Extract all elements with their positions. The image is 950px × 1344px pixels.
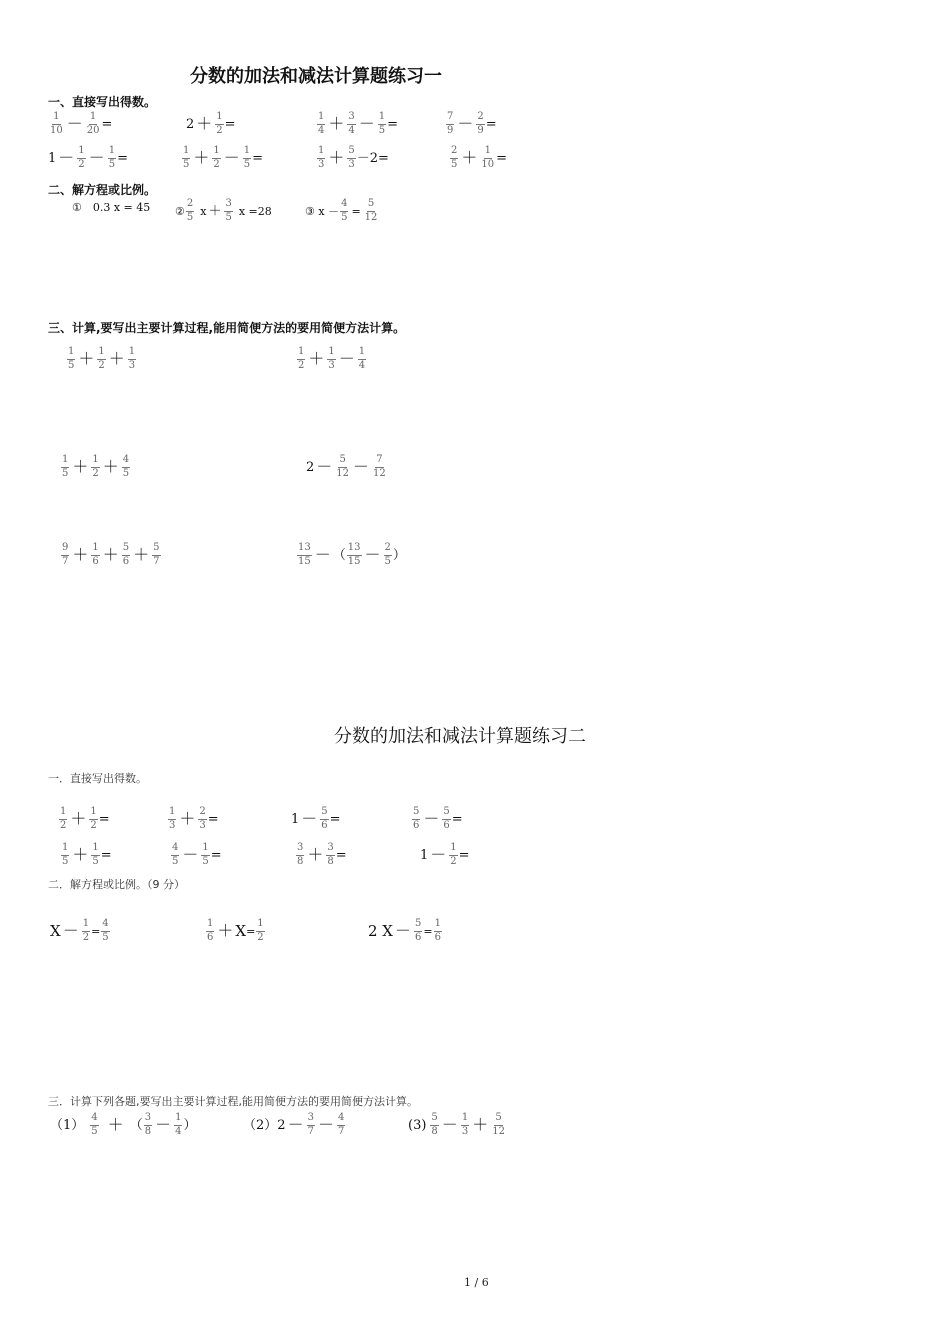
calc-2-2 (243, 1112, 346, 1138)
number: 2 (306, 459, 315, 475)
section-3-heading: 三、计算,要写出主要计算过程,能用简便方法的要用简便方法计算。 (48, 321, 406, 335)
calc-5 (60, 542, 162, 568)
problem-1-1 (48, 111, 112, 137)
fraction: $\frac{1}{6}$ (207, 918, 214, 943)
minus-sign: － (182, 845, 199, 864)
section-1-heading: 一、直接写出得数。 (48, 95, 157, 109)
item-number: （2） (243, 1117, 278, 1133)
fraction: $\frac{13}{15}$ (347, 542, 361, 567)
number: 1 (420, 847, 429, 863)
variable-x: X (235, 921, 247, 940)
calc-4 (306, 454, 388, 480)
equals-sign: = (451, 811, 463, 827)
calc-2 (296, 346, 367, 372)
equation-2-3 (368, 918, 443, 944)
fraction: $\frac{2}{3}$ (199, 806, 206, 831)
equals-sign: = (210, 847, 222, 863)
minus-sign: － (364, 545, 381, 564)
equation-1 (72, 202, 150, 213)
fraction: $\frac{4}{5}$ (102, 918, 109, 943)
fraction: $\frac{1}{3}$ (169, 806, 176, 831)
minus-sign: － (66, 114, 83, 133)
fraction: $\frac{1}{20}$ (86, 111, 100, 136)
fraction: $\frac{5}{6}$ (413, 806, 420, 831)
fraction: $\frac{7}{9}$ (447, 111, 454, 136)
minus-sign: － (423, 809, 440, 828)
fraction: $\frac{3}{5}$ (225, 198, 232, 223)
problem-1-4 (445, 111, 497, 137)
fraction: $\frac{1}{4}$ (358, 346, 366, 371)
problem-1-6 (181, 145, 263, 171)
plus-sign: ＋ (217, 921, 234, 940)
problem-2-8 (420, 842, 470, 868)
minus-sign: － (338, 349, 355, 368)
fraction: $\frac{2}{9}$ (477, 111, 484, 136)
equation-text: ① 0.3 x = 45 (72, 201, 151, 214)
fraction: $\frac{1}{2}$ (450, 842, 457, 867)
problem-2-6 (170, 842, 222, 868)
equals-sign: = (246, 924, 256, 938)
fraction: $\frac{5}{6}$ (122, 542, 130, 567)
plus-sign: ＋ (472, 1115, 489, 1134)
fraction: $\frac{1}{2}$ (213, 145, 220, 170)
equals-sign: = (117, 150, 128, 166)
problem-2-3 (291, 806, 341, 832)
problem-1-3 (316, 111, 398, 137)
plus-sign: ＋ (208, 203, 222, 219)
fraction: $\frac{4}{5}$ (341, 198, 348, 223)
plus-sign: ＋ (72, 457, 89, 476)
equation-2 (175, 198, 272, 224)
plus-sign: ＋ (102, 457, 119, 476)
fraction: $\frac{3}{7}$ (307, 1112, 314, 1137)
plus-sign: ＋ (308, 349, 325, 368)
equals-sign: = (387, 116, 399, 132)
problem-2-5 (60, 842, 112, 868)
plus-sign: ＋ (461, 148, 478, 167)
plus-sign: ＋ (107, 1115, 124, 1134)
equation-2-2 (205, 918, 266, 944)
variable-x: x (200, 204, 207, 218)
plus-sign: ＋ (328, 114, 345, 133)
fraction: $\frac{1}{2}$ (216, 111, 223, 136)
minus-sign: － (353, 457, 370, 476)
equals-sign: = (100, 847, 112, 863)
calc-6 (296, 542, 406, 568)
fraction: $\frac{1}{5}$ (108, 145, 116, 170)
minus-sign: － (395, 921, 412, 940)
problem-2-1 (58, 806, 110, 832)
calc-2-3 (408, 1112, 507, 1138)
equation-text: ③ x － (305, 204, 340, 218)
fraction: $\frac{5}{6}$ (415, 918, 422, 943)
fraction: $\frac{5}{12}$ (364, 198, 378, 223)
minus-sign: － (358, 114, 375, 133)
plus-sign: ＋ (307, 845, 324, 864)
fraction: $\frac{4}{5}$ (122, 454, 130, 479)
equation-3 (305, 198, 379, 224)
fraction: $\frac{3}{4}$ (348, 111, 355, 136)
minus-sign: － (155, 1115, 172, 1134)
plus-sign: ＋ (328, 148, 345, 167)
minus-sign: － (314, 545, 331, 564)
number: 2 (186, 116, 195, 132)
equals-sign: = (458, 847, 470, 863)
minus-sign: － (457, 114, 474, 133)
fraction: $\frac{1}{3}$ (328, 346, 335, 371)
problem-1-2 (186, 111, 236, 137)
equals-sign: = (91, 924, 101, 938)
fraction: $\frac{5}{12}$ (492, 1112, 505, 1137)
minus-sign: － (301, 809, 318, 828)
fraction: $\frac{1}{4}$ (175, 1112, 182, 1137)
fraction: $\frac{2}{5}$ (186, 198, 194, 223)
calc-2-1 (50, 1112, 196, 1138)
fraction: $\frac{9}{7}$ (62, 542, 69, 567)
plus-sign: ＋ (72, 545, 89, 564)
minus-sign: － (441, 1115, 458, 1134)
minus-sign: － (223, 148, 240, 167)
fraction: $\frac{1}{5}$ (243, 145, 251, 170)
equals-sign: = (496, 150, 508, 166)
equals-sign: = (252, 150, 264, 166)
fraction: $\frac{1}{6}$ (92, 542, 99, 567)
plus-sign: ＋ (78, 349, 95, 368)
number: 1 (48, 150, 57, 166)
fraction: $\frac{1}{2}$ (60, 806, 67, 831)
fraction: $\frac{5}{3}$ (348, 145, 355, 170)
fraction: $\frac{1}{2}$ (98, 346, 105, 371)
fraction: $\frac{13}{15}$ (298, 542, 311, 567)
fraction: $\frac{1}{4}$ (318, 111, 325, 136)
minus-sign: － (88, 148, 105, 167)
fraction: $\frac{3}{8}$ (327, 842, 334, 867)
fraction: $\frac{7}{12}$ (373, 454, 386, 479)
fraction: $\frac{5}{6}$ (321, 806, 328, 831)
fraction: $\frac{1}{10}$ (481, 145, 495, 170)
fraction: $\frac{4}{5}$ (172, 842, 179, 867)
fraction: $\frac{5}{6}$ (443, 806, 450, 831)
equals-sign: = (224, 116, 236, 132)
fraction: $\frac{1}{2}$ (82, 918, 90, 943)
problem-2-2 (167, 806, 219, 832)
equals-sign: = (351, 204, 361, 218)
right-paren: ） (183, 1117, 197, 1133)
section-3-heading: 三．计算下列各题,要写出主要计算过程,能用简便方法的要用简便方法计算。 (48, 1095, 418, 1108)
problem-2-4 (411, 806, 463, 832)
page-number: 1 / 6 (464, 1276, 489, 1289)
item-number: （1） (50, 1117, 85, 1133)
circled-number: ② (175, 204, 185, 218)
fraction: $\frac{1}{3}$ (128, 346, 136, 371)
equals-sign: = (329, 811, 341, 827)
minus-sign: － (287, 1115, 304, 1134)
minus-sign: － (430, 845, 447, 864)
fraction: $\frac{3}{8}$ (297, 842, 304, 867)
fraction: $\frac{3}{8}$ (144, 1112, 152, 1137)
left-paren: （ (129, 1117, 143, 1133)
minus-sign: － (62, 921, 79, 940)
fraction: $\frac{1}{5}$ (68, 346, 75, 371)
plus-sign: ＋ (70, 809, 87, 828)
number: 1 (291, 811, 300, 827)
fraction: $\frac{1}{2}$ (78, 145, 85, 170)
fraction: $\frac{1}{5}$ (62, 454, 69, 479)
fraction: $\frac{1}{3}$ (318, 145, 325, 170)
number: 2 (277, 1117, 286, 1133)
variable-x: X (50, 921, 61, 940)
section-2-heading: 二．解方程或比例。（9 分） (48, 878, 185, 891)
problem-1-8 (449, 145, 507, 171)
fraction: $\frac{1}{2}$ (92, 454, 99, 479)
fraction: $\frac{1}{2}$ (257, 918, 264, 943)
left-paren: （ (332, 547, 346, 563)
fraction: $\frac{5}{12}$ (336, 454, 350, 479)
fraction: $\frac{1}{10}$ (50, 111, 63, 136)
fraction: $\frac{1}{2}$ (298, 346, 305, 371)
minus-two-equals: －2= (356, 150, 389, 166)
right-paren: ） (392, 547, 406, 563)
equals-sign: = (423, 924, 433, 938)
page-title-2: 分数的加法和减法计算题练习二 (334, 726, 586, 747)
equals-sign: = (98, 811, 110, 827)
plus-sign: ＋ (102, 545, 119, 564)
plus-sign: ＋ (72, 845, 89, 864)
minus-sign: － (58, 148, 75, 167)
plus-sign: ＋ (196, 114, 213, 133)
fraction: $\frac{1}{2}$ (90, 806, 97, 831)
equals-sign: = (335, 847, 347, 863)
plus-sign: ＋ (133, 545, 150, 564)
fraction: $\frac{4}{7}$ (337, 1112, 345, 1137)
fraction: $\frac{1}{5}$ (183, 145, 190, 170)
plus-sign: ＋ (193, 148, 210, 167)
page-title-1: 分数的加法和减法计算题练习一 (190, 66, 442, 87)
calc-3 (60, 454, 131, 480)
fraction: $\frac{2}{5}$ (451, 145, 458, 170)
fraction: $\frac{1}{6}$ (434, 918, 441, 943)
equals-sign: = (101, 116, 113, 132)
problem-1-5 (48, 145, 128, 171)
equation-text: x =28 (238, 204, 272, 218)
equation-2-1 (50, 918, 111, 944)
fraction: $\frac{1}{5}$ (202, 842, 209, 867)
plus-sign: ＋ (108, 349, 125, 368)
fraction: $\frac{1}{5}$ (378, 111, 386, 136)
item-number: (3) (408, 1117, 427, 1133)
fraction: $\frac{2}{5}$ (384, 542, 391, 567)
problem-1-7 (316, 145, 389, 171)
fraction: $\frac{5}{8}$ (431, 1112, 438, 1137)
fraction: $\frac{4}{5}$ (91, 1112, 98, 1137)
section-1-heading: 一．直接写出得数。 (48, 772, 147, 785)
minus-sign: － (317, 1115, 334, 1134)
minus-sign: － (316, 457, 333, 476)
problem-2-7 (295, 842, 347, 868)
equals-sign: = (207, 811, 219, 827)
variable-2x: 2 X (368, 921, 393, 940)
fraction: $\frac{1}{5}$ (62, 842, 69, 867)
section-2-heading: 二、解方程或比例。 (48, 183, 157, 197)
fraction: $\frac{1}{3}$ (461, 1112, 469, 1137)
plus-sign: ＋ (179, 809, 196, 828)
equals-sign: = (485, 116, 497, 132)
fraction: $\frac{1}{5}$ (92, 842, 99, 867)
calc-1 (66, 346, 137, 372)
fraction: $\frac{5}{7}$ (153, 542, 160, 567)
